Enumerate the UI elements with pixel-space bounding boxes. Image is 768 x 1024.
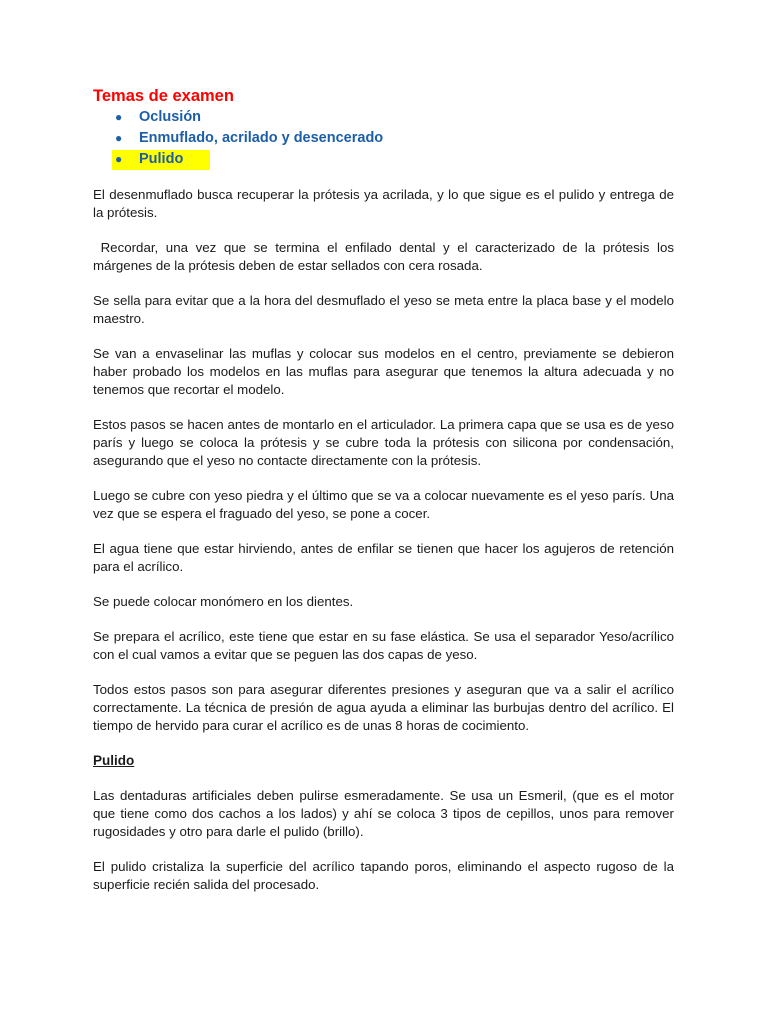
document-page <box>93 86 678 911</box>
paragraph: Las dentaduras artificiales deben pulirse esmeradamente. Se usa un Esmeril, (que es el motor que tiene como dos cachos a los lados) y ahí se coloca 3 tipos de cepillos, unos para remover rugosidades y otro para darle el pulido (brillo). <box>93 788 674 839</box>
topic-label: Pulido <box>139 151 184 167</box>
topic-item-oclusion <box>93 107 674 128</box>
paragraph: Se sella para evitar que a la hora del desmuflado el yeso se meta entre la placa base y el modelo maestro. <box>93 293 674 326</box>
bullet-icon: ● <box>115 110 123 124</box>
paragraph: Todos estos pasos son para asegurar diferentes presiones y aseguran que va a salir el acrílico correctamente. La técnica de presión de agua ayuda a eliminar las burbujas dentro del acrílico. El tiempo de hervido para curar el acrílico es de unas 8 horas de cocimiento. <box>93 682 674 733</box>
topic-item-pulido <box>93 149 674 170</box>
paragraph: Recordar, una vez que se termina el enfilado dental y el caracterizado de la prótesis los márgenes de la prótesis deben de estar sellados con cera rosada. <box>93 240 678 273</box>
section-heading-pulido: Pulido <box>93 753 135 768</box>
paragraph: Se van a envaselinar las muflas y colocar sus modelos en el centro, previamente se debieron haber probado los modelos en las muflas para asegurar que tenemos la altura adecuada y no tenemos que recortar el modelo. <box>93 346 674 397</box>
document-title: Temas de examen <box>93 87 234 105</box>
body-section-1 <box>93 186 678 735</box>
bullet-icon: ● <box>115 131 123 145</box>
topic-item-enmuflado <box>93 128 674 149</box>
paragraph: Estos pasos se hacen antes de montarlo en el articulador. La primera capa que se usa es de yeso parís y luego se coloca la prótesis y se cubre toda la prótesis con silicona por condensación, asegurando que el yeso no contacte directamente con la prótesis. <box>93 417 674 468</box>
paragraph: Se prepara el acrílico, este tiene que estar en su fase elástica. Se usa el separador Yeso/acrílico con el cual vamos a evitar que se peguen las dos capas de yeso. <box>93 629 674 662</box>
paragraph: El desenmuflado busca recuperar la prótesis ya acrilada, y lo que sigue es el pulido y entrega de la prótesis. <box>93 187 674 220</box>
paragraph: El pulido cristaliza la superficie del acrílico tapando poros, eliminando el aspecto rugoso de la superficie recién salida del procesado. <box>93 859 674 892</box>
paragraph: El agua tiene que estar hirviendo, antes de enfilar se tienen que hacer los agujeros de retención para el acrílico. <box>93 541 674 574</box>
bullet-icon: ● <box>115 152 123 166</box>
paragraph: Se puede colocar monómero en los dientes. <box>93 594 354 609</box>
topic-label: Oclusión <box>139 109 202 125</box>
body-section-2 <box>93 787 674 894</box>
topic-label: Enmuflado, acrilado y desencerado <box>139 130 384 146</box>
exam-topics-list <box>93 107 674 170</box>
paragraph: Luego se cubre con yeso piedra y el último que se va a colocar nuevamente es el yeso parís. Una vez que se espera el fraguado del yeso, se pone a cocer. <box>93 488 674 521</box>
